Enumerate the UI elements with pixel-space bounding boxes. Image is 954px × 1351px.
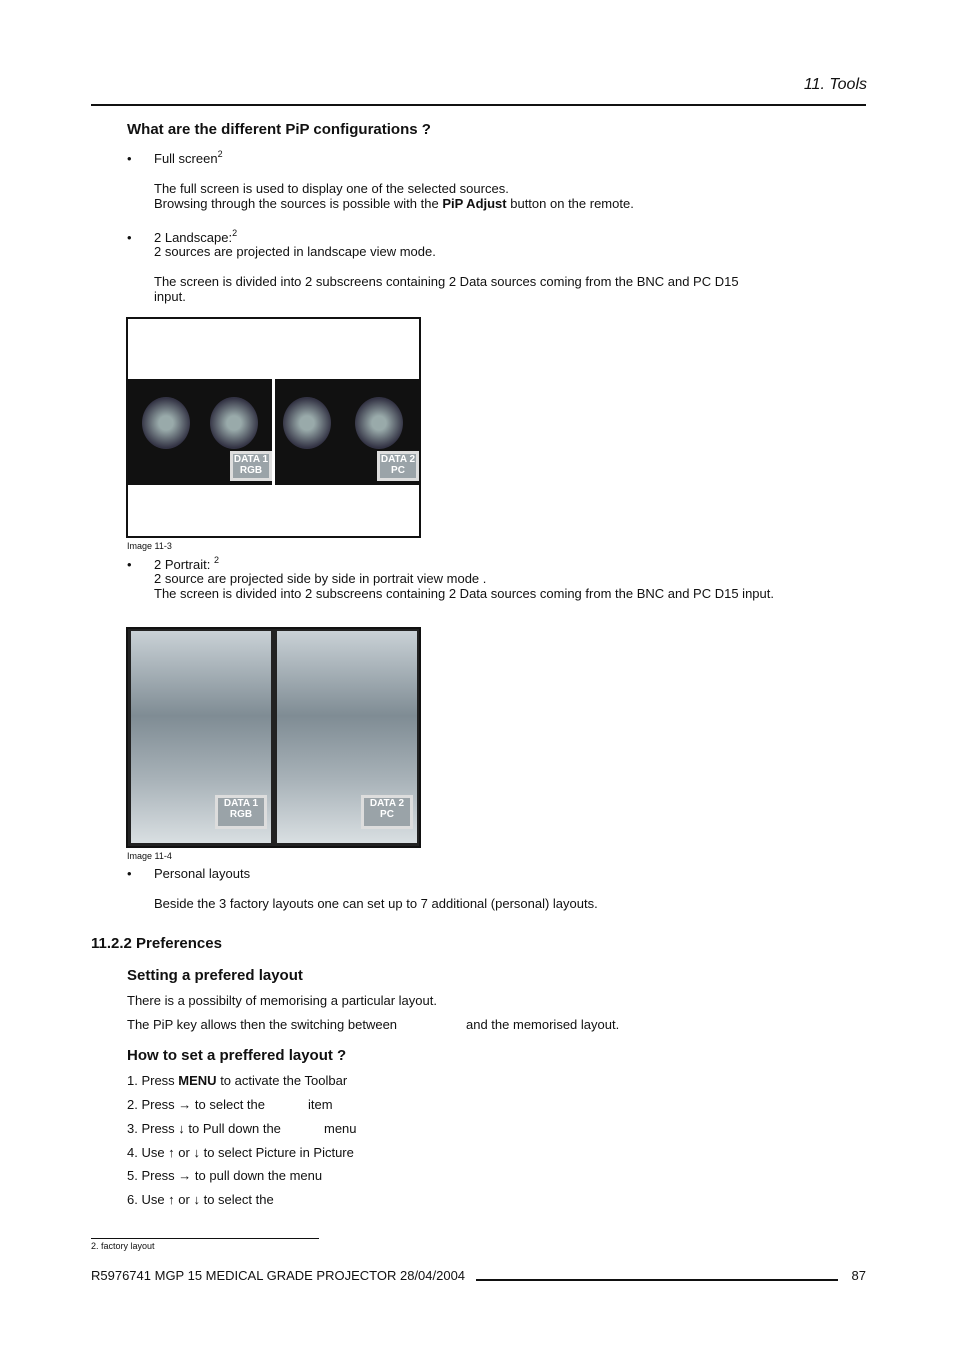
portrait-line2: The screen is divided into 2 subscreens containing 2 Data sources coming from the BNC and PC D15 input.	[154, 586, 774, 601]
xray-right	[277, 631, 417, 843]
footer-doc-info: R5976741 MGP 15 MEDICAL GRADE PROJECTOR 28/04/2004	[91, 1268, 466, 1283]
setting-line1: There is a possibilty of memorising a particular layout.	[127, 993, 437, 1008]
howto-title: How to set a preffered layout ?	[127, 1047, 347, 1064]
full-screen-line1: The full screen is used to display one of the selected sources.	[154, 181, 509, 196]
footnote-ref: 2	[217, 149, 223, 159]
brain-scan-right	[275, 379, 419, 485]
step-3-tail: menu	[324, 1121, 357, 1136]
brain-scan-left	[128, 379, 272, 485]
personal-label: Personal layouts	[154, 866, 251, 881]
image-caption: Image 11-4	[127, 851, 172, 861]
portrait-line1: 2 source are projected side by side in portrait view mode .	[154, 571, 487, 586]
pip-configs-title: What are the different PiP configurations ?	[127, 121, 431, 138]
header-rule	[91, 104, 866, 106]
step-2: 2. Press → to select the	[127, 1097, 266, 1112]
footnote-ref: 2	[213, 555, 219, 565]
page-number: 87	[851, 1268, 866, 1283]
landscape-label: 2 Landscape:$^2$	[154, 228, 238, 245]
full-screen-label: Full screen$^2$	[154, 149, 223, 166]
personal-line1: Beside the 3 factory layouts one can set up to 7 additional (personal) layouts.	[154, 896, 598, 911]
chapter-header: 11. Tools	[803, 76, 867, 93]
data1-label: DATA 1 RGB	[230, 451, 272, 481]
footnote-ref: 2	[232, 228, 238, 238]
landscape-image	[126, 317, 421, 538]
bullet: •	[127, 230, 132, 245]
setting-line2a: The PiP key allows then the switching between	[127, 1017, 398, 1032]
setting-title: Setting a prefered layout	[127, 967, 303, 984]
step-6: 6. Use ↑ or ↓ to select the	[127, 1192, 274, 1207]
xray-left	[131, 631, 271, 843]
full-screen-line2: Browsing through the sources is possible with the PiP Adjust button on the remote.	[154, 196, 634, 211]
portrait-label: 2 Portrait: $^2$	[154, 555, 219, 572]
step-3: 3. Press ↓ to Pull down the	[127, 1121, 281, 1136]
data2-label: DATA 2 PC	[361, 795, 413, 829]
setting-line2b: and the memorised layout.	[466, 1017, 620, 1032]
preferences-title: 11.2.2 Preferences	[91, 935, 222, 952]
bullet: •	[127, 866, 132, 881]
landscape-line2: The screen is divided into 2 subscreens containing 2 Data sources coming from the BNC and PC D15	[154, 274, 739, 289]
footer-rule	[476, 1279, 838, 1281]
step-4: 4. Use ↑ or ↓ to select Picture in Picture	[127, 1145, 354, 1160]
footnote: 2. factory layout	[91, 1241, 155, 1251]
step-2-tail: item	[308, 1097, 333, 1112]
bullet: •	[127, 557, 132, 572]
data1-label: DATA 1 RGB	[215, 795, 267, 829]
portrait-image	[126, 627, 421, 848]
image-caption: Image 11-3	[127, 541, 172, 551]
landscape-line3: input.	[154, 289, 186, 304]
step-5: 5. Press → to pull down the menu	[127, 1168, 323, 1183]
landscape-line1: 2 sources are projected in landscape view mode.	[154, 244, 436, 259]
footnote-rule	[91, 1238, 319, 1239]
bullet: •	[127, 151, 132, 166]
step-1: 1. Press MENU to activate the Toolbar	[127, 1073, 348, 1088]
data2-label: DATA 2 PC	[377, 451, 419, 481]
